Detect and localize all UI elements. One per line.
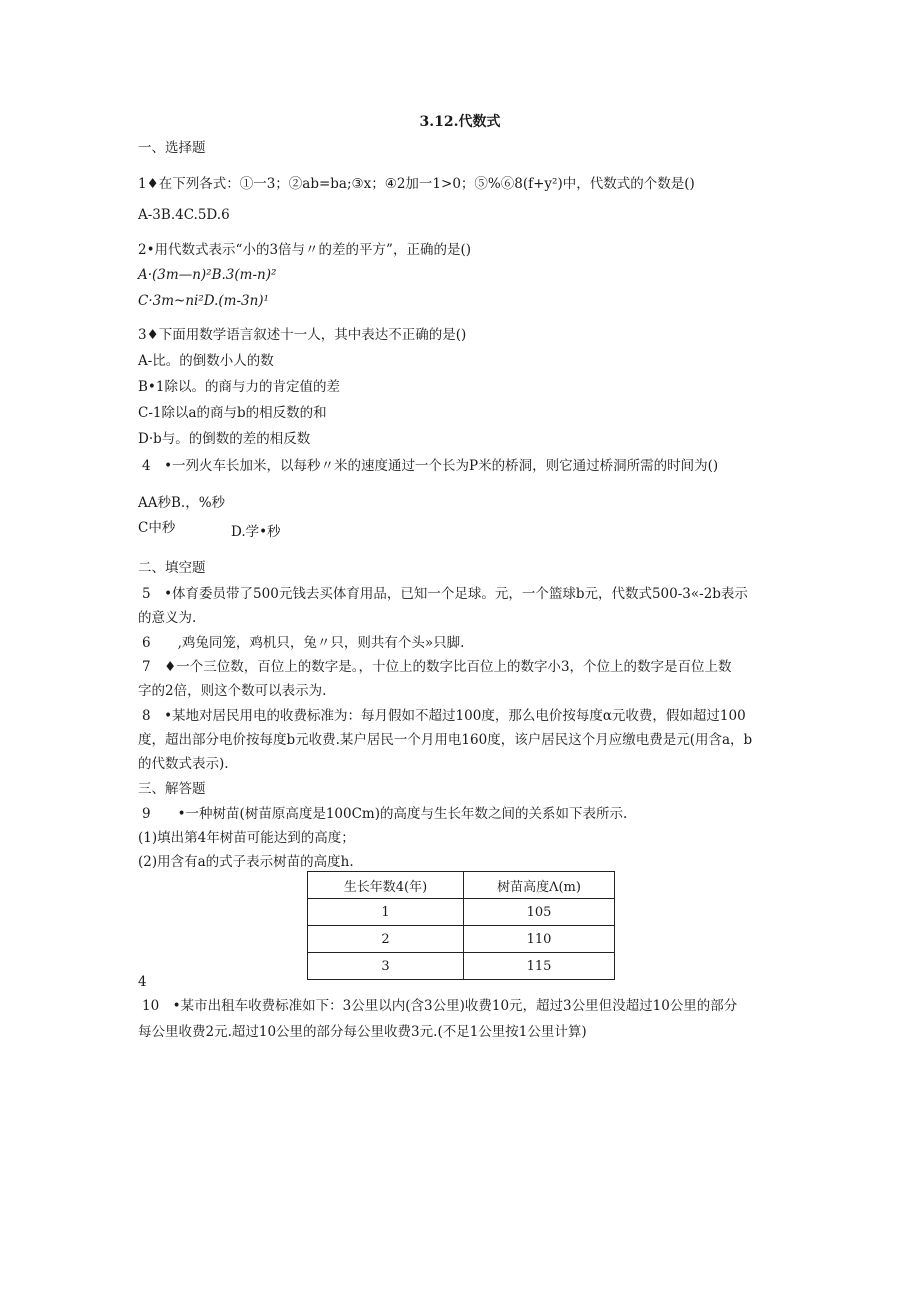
q8-line-1: 8 •某地对居民用电的收费标准为：每月假如不超过100度，那么电价按每度α元收费，假如超过100 — [142, 708, 746, 724]
q9-stem: 9 •一种树苗(树苗原高度是100Cm)的高度与生长年数之间的关系如下表所示. — [142, 806, 628, 822]
table-cell-years: 2 — [308, 926, 464, 953]
q1-stem: 1♦在下列各式：①一3；②ab=ba;③x；④2加一1>0；⑤%⑥8(f+y²)中，代数式的个数是() — [138, 176, 695, 192]
table-cell-years: 1 — [308, 899, 464, 926]
q3-option-c: C-1除以a的商与b的相反数的和 — [138, 405, 327, 421]
q3-option-b: B•1除以。的商与力的肯定值的差 — [138, 379, 340, 395]
q3-stem: 3♦下面用数学语言叙述十一人，其中表达不正确的是() — [138, 327, 467, 343]
table-header-years: 生长年数4(年) — [308, 872, 464, 899]
q3-option-a: A-比。的倒数小人的数 — [138, 353, 274, 369]
q4-stem: 4 •一列火车长加米，以每秒〃米的速度通过一个长为P米的桥洞，则它通过桥洞所需的时间为() — [142, 458, 719, 474]
q2-stem: 2•用代数式表示“小的3倍与〃的差的平方”，正确的是() — [138, 242, 471, 258]
q5-line-2: 的意义为. — [138, 610, 197, 626]
q8-line-2: 度，超出部分电价按每度b元收费.某户居民一个月用电160度，该户居民这个月应缴电费是元(用含a，b — [138, 732, 753, 748]
q9-stray-number: 4 — [138, 974, 147, 990]
q4-option-d: D.学•秒 — [231, 524, 281, 540]
table-row — [308, 926, 615, 953]
page-title: 3.12.代数式 — [419, 114, 501, 130]
q3-option-d: D·b与。的倒数的差的相反数 — [138, 431, 311, 447]
q10-line-2: 每公里收费2元.超过10公里的部分每公里收费3元.(不足1公里按1公里计算) — [138, 1024, 587, 1040]
q1-options: A-3B.4C.5D.6 — [138, 207, 230, 223]
q4-options-ab: AA秒B.，%秒 — [138, 495, 226, 511]
table-cell-height: 110 — [464, 926, 615, 953]
q8-line-3: 的代数式表示). — [138, 756, 229, 772]
table-cell-years: 3 — [308, 953, 464, 980]
table-header-row — [308, 872, 615, 899]
q7-line-1: 7 ♦一个三位数，百位上的数字是。，十位上的数字比百位上的数字小3，个位上的数字是百位上数 — [142, 659, 732, 675]
table-header-height: 树苗高度Λ(m) — [464, 872, 615, 899]
q4-option-c: C中秒 — [138, 520, 176, 536]
q10-line-1: 10 •某市出租车收费标准如下：3公里以内(含3公里)收费10元，超过3公里但没超过10公里的部分 — [142, 998, 738, 1014]
table-row — [308, 953, 615, 980]
growth-table — [307, 871, 615, 980]
q9-sub-2: (2)用含有a的式子表示树苗的高度h. — [138, 854, 354, 870]
q2-options-cd: C·3m~ni²D.(m-3n)¹ — [138, 293, 269, 309]
q9-sub-1: (1)填出第4年树苗可能达到的高度； — [138, 830, 355, 846]
section-heading-choice: 一、选择题 — [138, 140, 206, 156]
table-cell-height: 115 — [464, 953, 615, 980]
table-cell-height: 105 — [464, 899, 615, 926]
table-row — [308, 899, 615, 926]
q7-line-2: 字的2倍，则这个数可以表示为. — [138, 683, 327, 699]
q2-options-ab: A·(3m—n)²B.3(m-n)² — [138, 267, 277, 283]
q5-line-1: 5 •体育委员带了500元钱去买体育用品，已知一个足球。元，一个篮球b元，代数式500-3«-2b表示 — [142, 586, 748, 602]
q6-line-1: 6 ,鸡兔同笼，鸡机只，兔〃只，则共有个头»只脚. — [142, 635, 465, 651]
section-heading-fill: 二、填空题 — [138, 560, 206, 576]
section-heading-solve: 三、解答题 — [138, 781, 206, 797]
